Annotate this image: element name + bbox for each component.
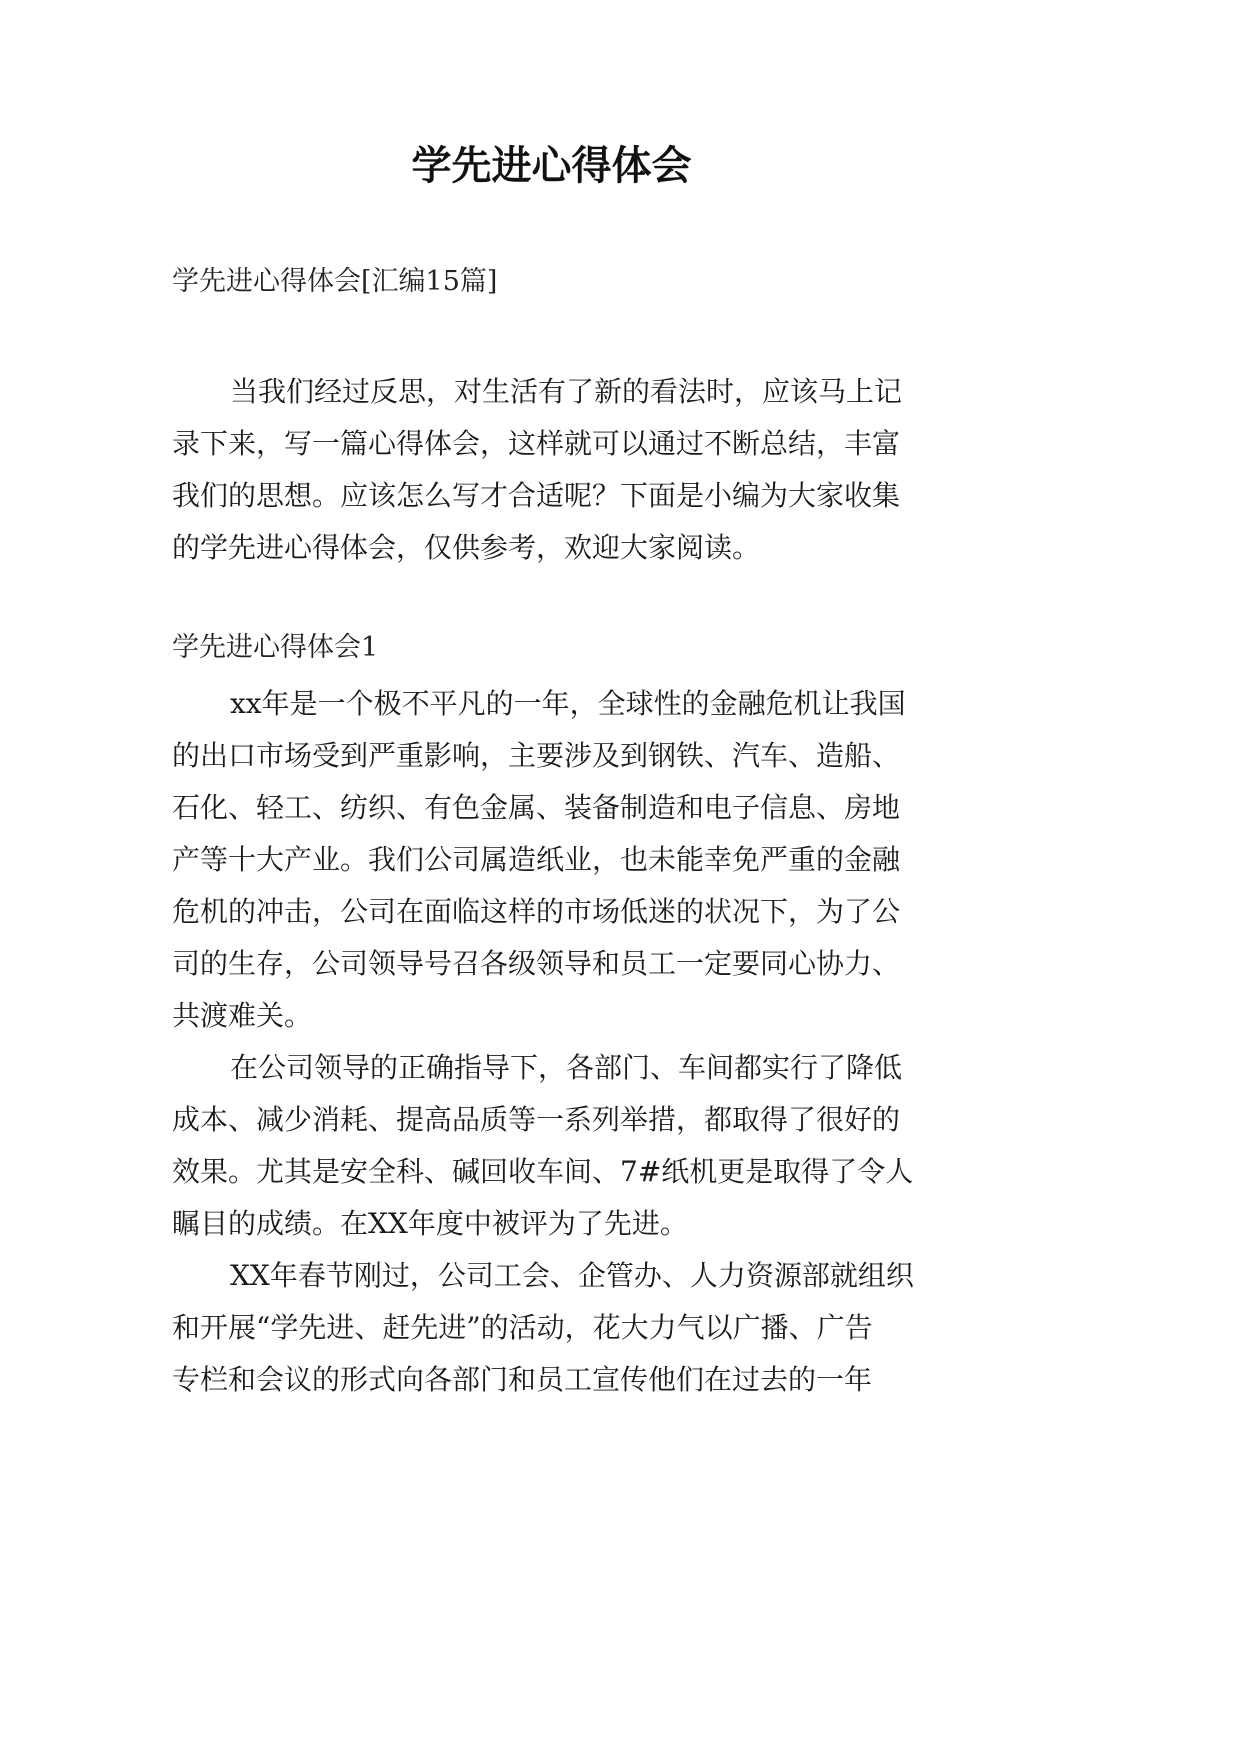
paragraph-line: 和开展“学先进、赶先进”的活动，花大力气以广播、广告 [172, 1311, 873, 1344]
section-body [172, 678, 962, 1406]
paragraph-line: 司的生存，公司领导号召各级领导和员工一定要同心协力、 [172, 947, 901, 980]
intro-line: 我们的思想。应该怎么写才合适呢？下面是小编为大家收集 [172, 479, 901, 512]
paragraph-line: 专栏和会议的形式向各部门和员工宣传他们在过去的一年 [172, 1363, 873, 1396]
paragraph-line: 成本、减少消耗、提高品质等一系列举措，都取得了很好的 [172, 1103, 901, 1136]
intro-line: 录下来，写一篇心得体会，这样就可以通过不断总结，丰富 [172, 427, 901, 460]
paragraph-line: 共渡难关。 [172, 999, 313, 1032]
paragraph-line: 瞩目的成绩。在XX年度中被评为了先进。 [172, 1207, 688, 1240]
section-heading: 学先进心得体会1 [172, 632, 379, 663]
section-1 [172, 626, 962, 1406]
paragraph-line: xx年是一个极不平凡的一年，全球性的金融危机让我国 [230, 687, 906, 720]
paragraph-line: 效果。尤其是安全科、碱回收车间、7#纸机更是取得了令人 [172, 1155, 914, 1188]
paragraph-line: 的出口市场受到严重影响，主要涉及到钢铁、汽车、造船、 [172, 739, 901, 772]
intro-paragraph [172, 366, 952, 574]
intro-line: 当我们经过反思，对生活有了新的看法时，应该马上记 [230, 375, 903, 408]
paragraph-line: XX年春节刚过，公司工会、企管办、人力资源部就组织 [230, 1259, 914, 1292]
document-subtitle: 学先进心得体会[汇编15篇] [172, 266, 498, 297]
paragraph-line: 石化、轻工、纺织、有色金属、装备制造和电子信息、房地 [172, 791, 901, 824]
paragraph-line: 在公司领导的正确指导下，各部门、车间都实行了降低 [230, 1051, 903, 1084]
document-title: 学先进心得体会 [411, 143, 692, 189]
paragraph-line: 产等十大产业。我们公司属造纸业，也未能幸免严重的金融 [172, 843, 901, 876]
paragraph-line: 危机的冲击，公司在面临这样的市场低迷的状况下，为了公 [172, 895, 901, 928]
intro-line: 的学先进心得体会，仅供参考，欢迎大家阅读。 [172, 531, 761, 564]
